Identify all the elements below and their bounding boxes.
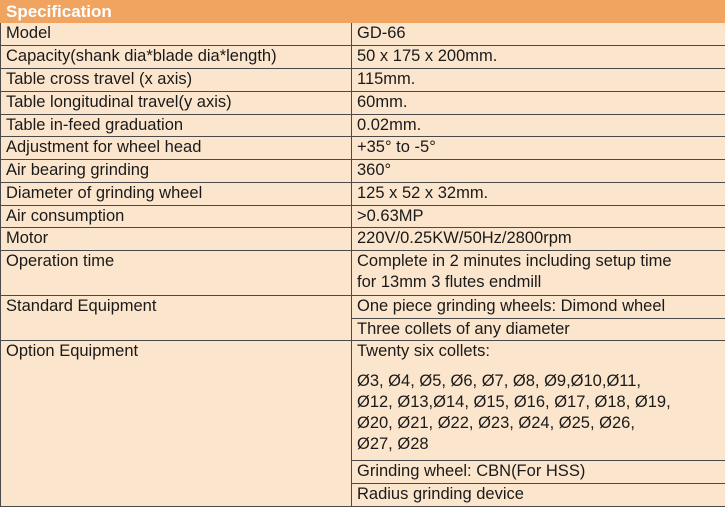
row-value: 0.02mm.	[352, 115, 725, 137]
row-label: Adjustment for wheel head	[1, 137, 352, 160]
row-value: 220V/0.25KW/50Hz/2800rpm	[352, 228, 725, 251]
table-row	[1, 46, 725, 69]
value-line: Ø3, Ø4, Ø5, Ø6, Ø7, Ø8, Ø9,Ø10,Ø11,	[357, 371, 725, 392]
row-label: Air bearing grinding	[1, 160, 352, 183]
row-label: Table cross travel (x axis)	[1, 69, 352, 92]
row-value: Grinding wheel: CBN(For HSS)	[352, 461, 725, 484]
value-line: Twenty six collets:	[357, 341, 725, 362]
row-label: Table longitudinal travel(y axis)	[1, 92, 352, 115]
row-value: 360°	[352, 160, 725, 183]
row-value: 50 x 175 x 200mm.	[352, 46, 725, 69]
row-value	[352, 341, 725, 461]
value-line: Ø12, Ø13,Ø14, Ø15, Ø16, Ø17, Ø18, Ø19,	[357, 392, 725, 413]
row-value: One piece grinding wheels: Dimond wheel	[352, 296, 725, 319]
row-label: Standard Equipment	[1, 296, 352, 341]
table-row	[1, 23, 725, 46]
value-line: for 13mm 3 flutes endmill	[357, 272, 725, 293]
table-row	[1, 183, 725, 206]
table-row	[1, 251, 725, 296]
row-label: Motor	[1, 228, 352, 251]
value-line: Ø20, Ø21, Ø22, Ø23, Ø24, Ø25, Ø26,	[357, 413, 725, 434]
row-label: Air consumption	[1, 206, 352, 228]
row-label: Option Equipment	[1, 341, 352, 507]
row-value: >0.63MP	[352, 206, 725, 228]
row-value: 125 x 52 x 32mm.	[352, 183, 725, 206]
table-row	[1, 160, 725, 183]
row-label: Operation time	[1, 251, 352, 296]
row-value: 115mm.	[352, 69, 725, 92]
row-value: Three collets of any diameter	[352, 319, 725, 341]
row-value	[352, 251, 725, 296]
value-line: Complete in 2 minutes including setup time	[357, 251, 725, 272]
row-label: Model	[1, 23, 352, 46]
row-value: GD-66	[352, 23, 725, 46]
table-row	[1, 206, 725, 228]
table-header-row	[1, 1, 725, 23]
row-value: 60mm.	[352, 92, 725, 115]
row-label: Capacity(shank dia*blade dia*length)	[1, 46, 352, 69]
table-title: Specification	[1, 1, 725, 23]
table-row	[1, 296, 725, 319]
table-row	[1, 69, 725, 92]
value-line: Ø27, Ø28	[357, 434, 725, 455]
row-label: Table in-feed graduation	[1, 115, 352, 137]
table-row	[1, 115, 725, 137]
table-row	[1, 92, 725, 115]
row-value: Radius grinding device	[352, 484, 725, 507]
row-value: +35° to -5°	[352, 137, 725, 160]
table-row	[1, 341, 725, 461]
table-row	[1, 228, 725, 251]
row-label: Diameter of grinding wheel	[1, 183, 352, 206]
table-row	[1, 137, 725, 160]
